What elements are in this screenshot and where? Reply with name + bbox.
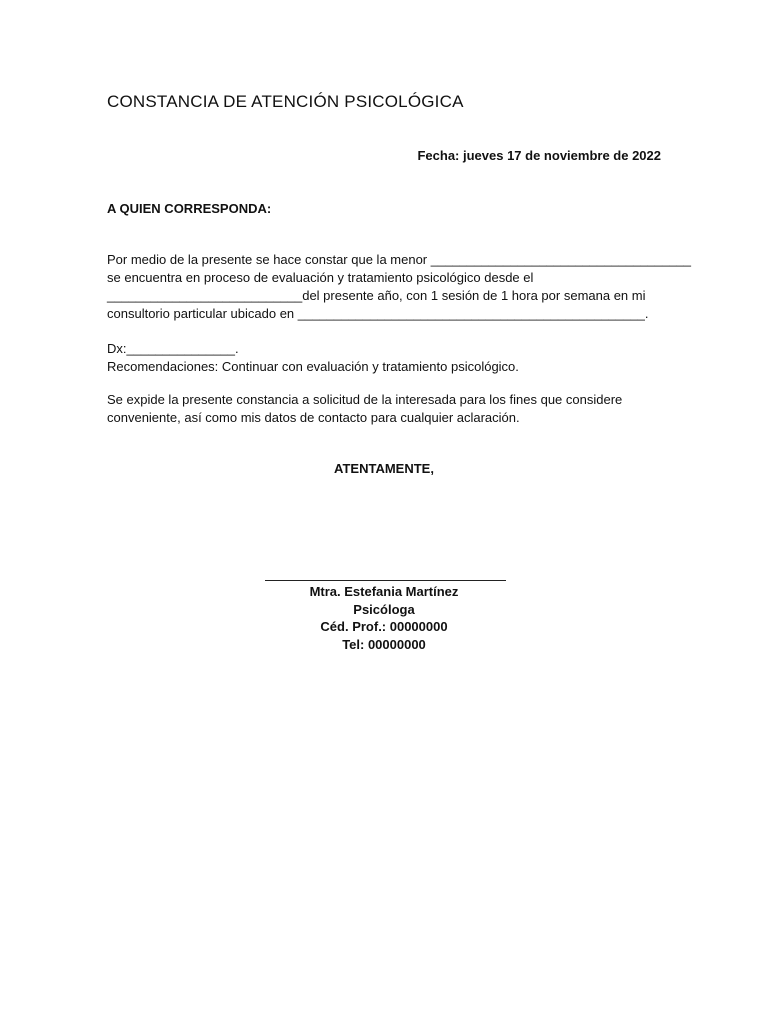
signer-name: Mtra. Estefania Martínez	[309, 584, 459, 599]
paragraph-line: se encuentra en proceso de evaluación y tratamiento psicológico desde el	[107, 270, 534, 285]
paragraph-line: conveniente, así como mis datos de contacto para cualquier aclaración.	[107, 410, 520, 425]
signature-block	[0, 583, 768, 653]
purpose-paragraph	[107, 391, 667, 427]
signer-role: Psicóloga	[353, 601, 415, 617]
paragraph-line: Se expide la presente constancia a solicitud de la interesada para los fines que considere	[107, 392, 623, 407]
paragraph-line: consultorio particular ubicado en ________________________________________________.	[107, 306, 649, 321]
intro-paragraph	[107, 251, 692, 323]
signer-license: Céd. Prof.: 00000000	[320, 619, 448, 634]
recommendations-line: Recomendaciones: Continuar con evaluación y tratamiento psicológico.	[107, 359, 519, 374]
closing-text: ATENTAMENTE,	[334, 461, 434, 476]
document-title: CONSTANCIA DE ATENCIÓN PSICOLÓGICA	[107, 92, 464, 111]
paragraph-line: ___________________________del presente año, con 1 sesión de 1 hora por semana en mi	[107, 288, 646, 303]
diagnosis-line: Dx:_______________.	[107, 341, 239, 356]
signature-line	[265, 580, 506, 581]
document-date: Fecha: jueves 17 de noviembre de 2022	[417, 148, 661, 163]
paragraph-line: Por medio de la presente se hace constar que la menor ____________________________________	[107, 252, 692, 267]
signer-phone: Tel: 00000000	[342, 636, 426, 652]
diagnosis-block	[107, 340, 667, 376]
addressee-line: A QUIEN CORRESPONDA:	[107, 201, 272, 216]
